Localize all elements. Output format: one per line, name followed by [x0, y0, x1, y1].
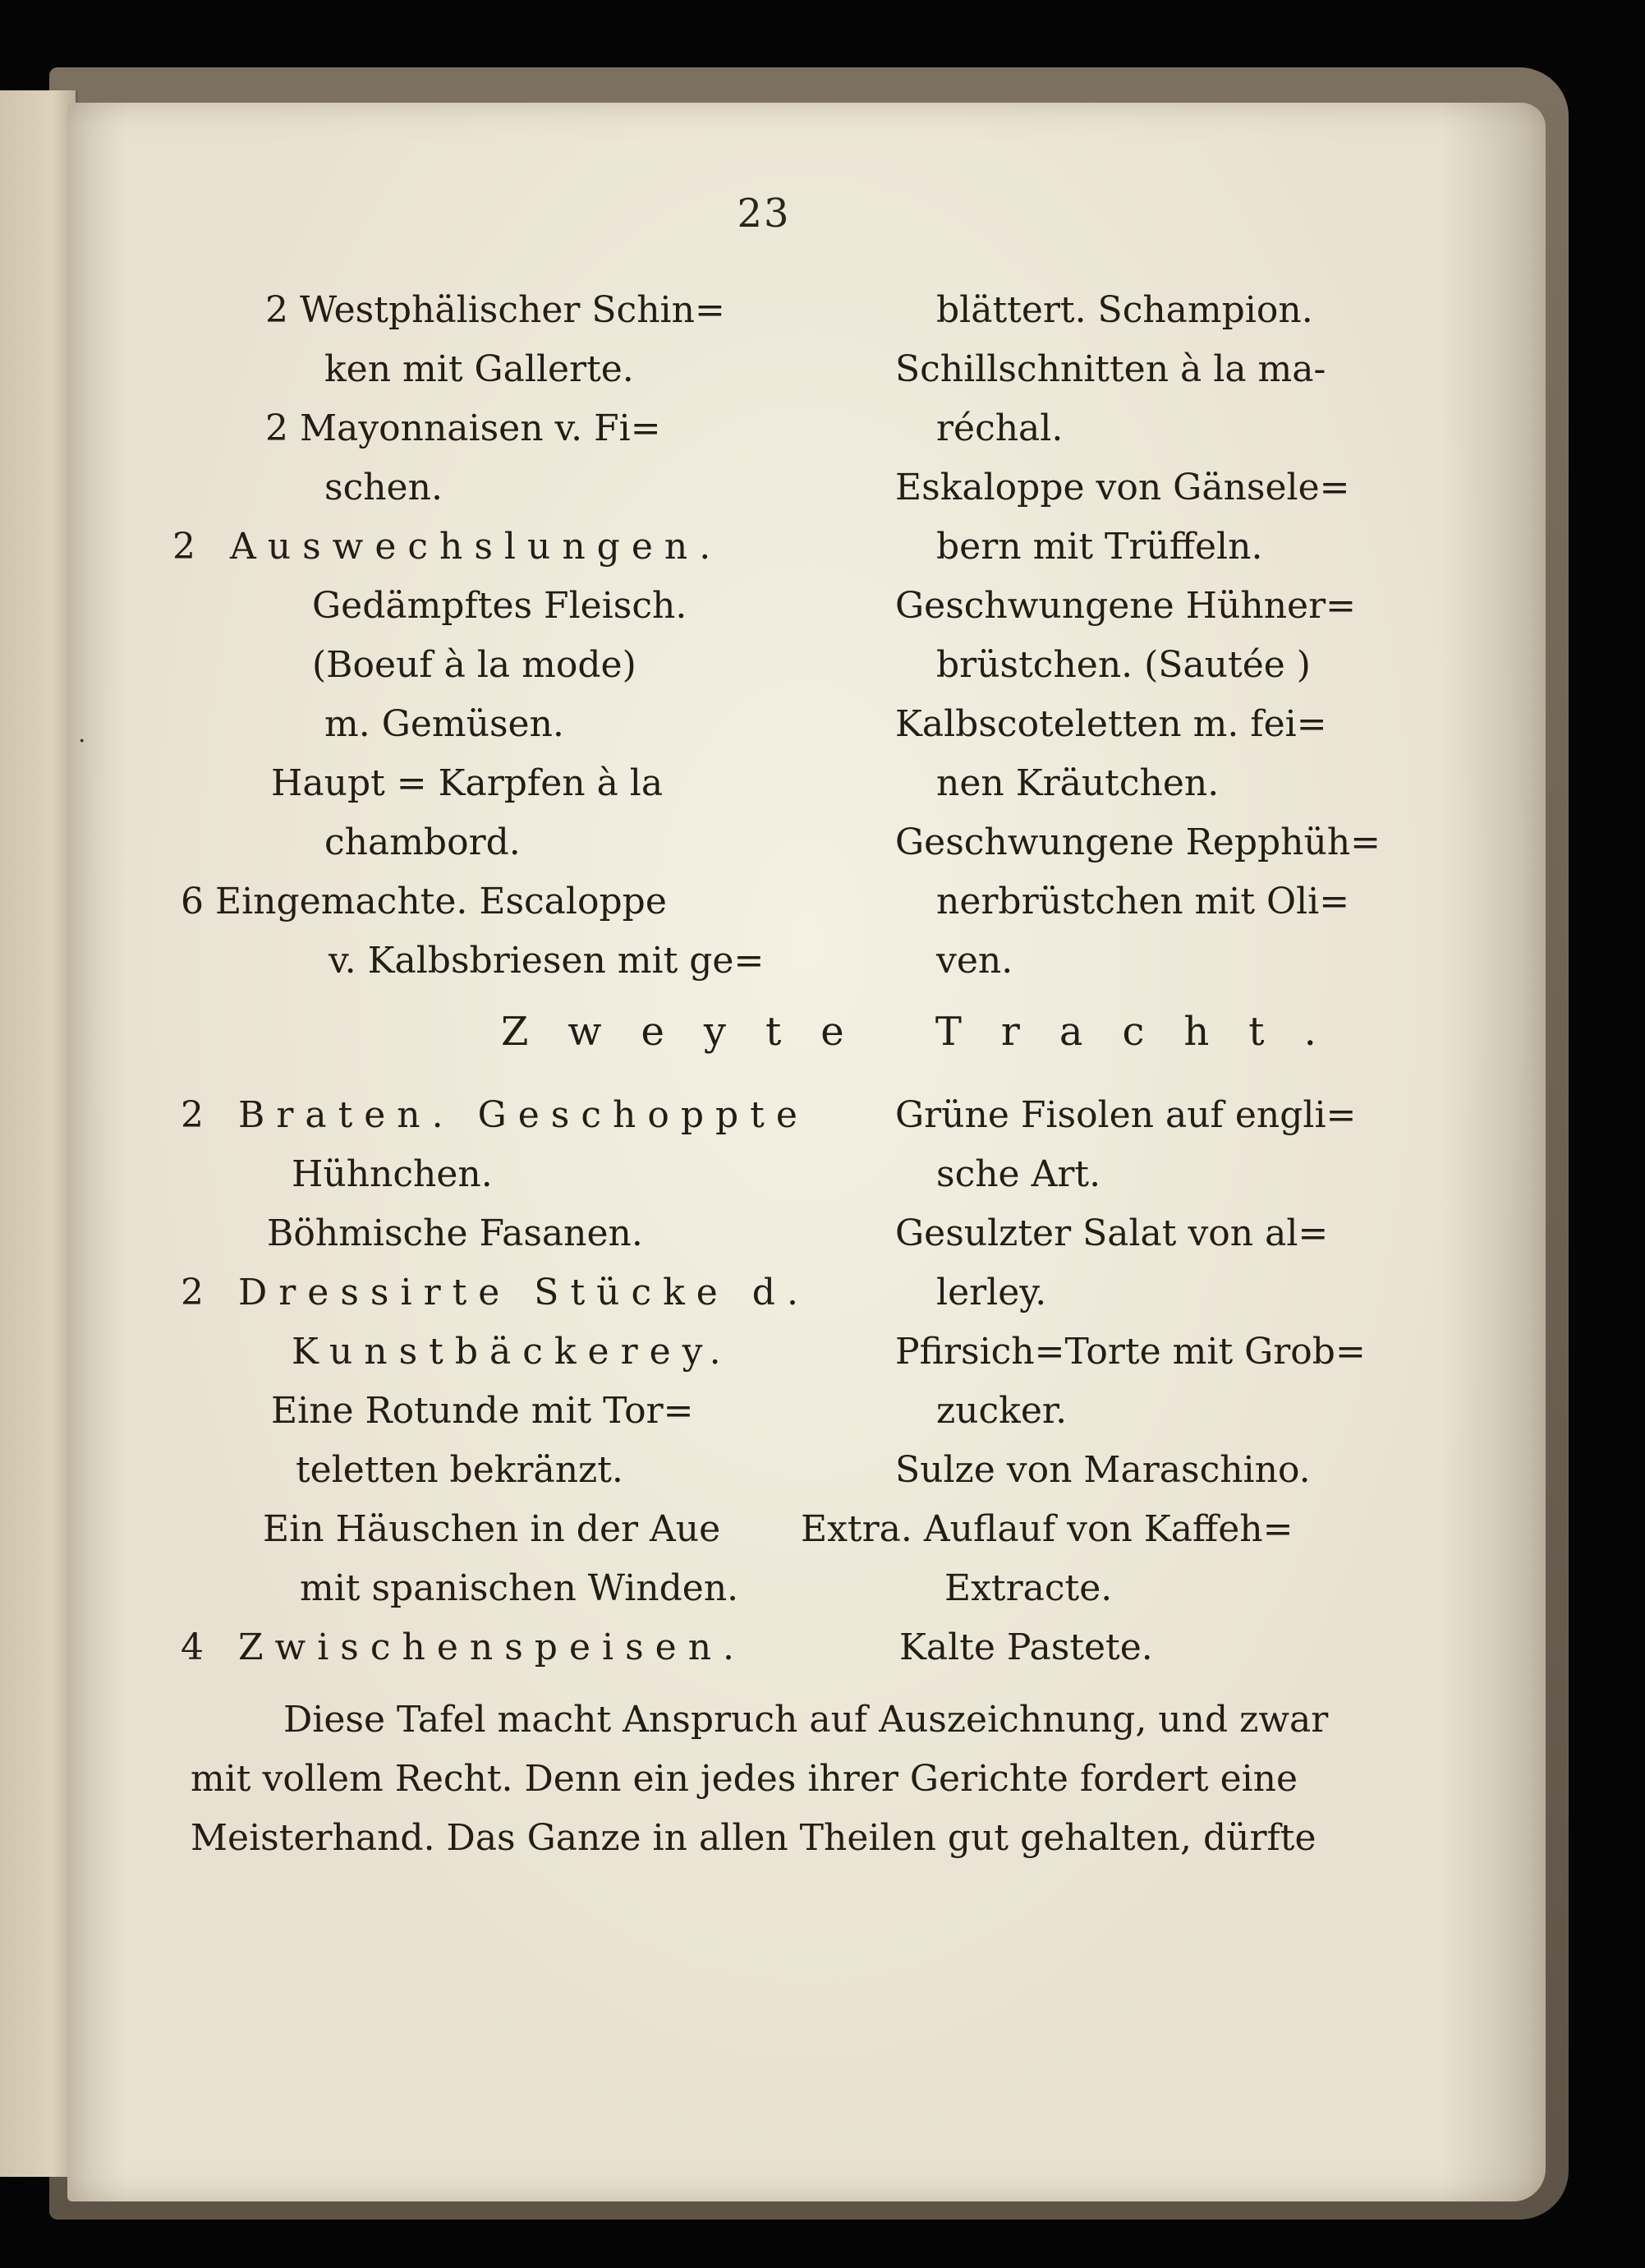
- left2-line-8: Ein Häuschen in der Aue: [263, 1508, 721, 1550]
- right-line-10: Geschwungene Repphüh=: [895, 821, 1381, 863]
- left2-line-9: mit spanischen Winden.: [300, 1567, 739, 1609]
- left2-line-3: Böhmische Fasanen.: [267, 1212, 643, 1254]
- right2-line-6: zucker.: [936, 1390, 1068, 1432]
- left2-line-6: Eine Rotunde mit Tor=: [271, 1390, 694, 1432]
- left2-line-1: 2 Braten. Geschoppte: [181, 1094, 809, 1136]
- right-line-5: bern mit Trüffeln.: [936, 526, 1263, 568]
- right-line-6: Geschwungene Hühner=: [895, 585, 1356, 627]
- right-line-3: réchal.: [936, 407, 1064, 449]
- right2-line-3: Gesulzter Salat von al=: [895, 1212, 1329, 1254]
- left-line-7: (Boeuf à la mode): [312, 644, 636, 686]
- margin-dot: ·: [78, 727, 86, 756]
- paragraph-line-1: Diese Tafel macht Anspruch auf Auszeichnung, und zwar: [283, 1699, 1329, 1741]
- left2-line-7: teletten bekränzt.: [296, 1449, 623, 1491]
- page-number: 23: [737, 191, 791, 237]
- right2-line-8: Extra. Auflauf von Kaffeh=: [801, 1508, 1293, 1550]
- right2-line-2: sche Art.: [936, 1153, 1101, 1195]
- right2-line-5: Pfirsich=Torte mit Grob=: [895, 1331, 1366, 1373]
- paragraph-line-2: mit vollem Recht. Denn ein jedes ihrer Gerichte fordert eine: [191, 1758, 1298, 1800]
- right2-line-9: Extracte.: [944, 1567, 1113, 1609]
- left-line-11: 6 Eingemachte. Escaloppe: [181, 881, 667, 922]
- left-line-4: schen.: [324, 467, 443, 508]
- right2-line-7: Sulze von Maraschino.: [895, 1449, 1311, 1491]
- left-line-5: 2 Auswechslungen.: [172, 526, 723, 568]
- left2-line-4: 2 Dressirte Stücke d.: [181, 1272, 810, 1313]
- left-line-9: Haupt = Karpfen à la: [271, 762, 664, 804]
- right-line-2: Schillschnitten à la ma-: [895, 348, 1326, 390]
- paragraph-line-3: Meisterhand. Das Ganze in allen Theilen gut gehalten, dürfte: [191, 1817, 1316, 1859]
- right-line-7: brüstchen. (Sautée ): [936, 644, 1311, 686]
- left-line-2: ken mit Gallerte.: [324, 348, 634, 390]
- right-line-9: nen Kräutchen.: [936, 762, 1220, 804]
- right-line-1: blättert. Schampion.: [936, 289, 1313, 331]
- right2-line-4: lerley.: [936, 1272, 1047, 1313]
- previous-page-edge: [0, 90, 78, 2177]
- right-line-4: Eskaloppe von Gänsele=: [895, 467, 1350, 508]
- left-line-3: 2 Mayonnaisen v. Fi=: [265, 407, 661, 449]
- left2-line-5: Kunstbäckerey.: [292, 1331, 733, 1373]
- right2-line-10: Kalte Pastete.: [899, 1626, 1153, 1668]
- left-line-1: 2 Westphälischer Schin=: [265, 289, 725, 331]
- left2-line-10: 4 Zwischenspeisen.: [181, 1626, 747, 1668]
- left-line-12: v. Kalbsbriesen mit ge=: [329, 940, 765, 982]
- left-line-6: Gedämpftes Fleisch.: [312, 585, 687, 627]
- right-line-12: ven.: [936, 940, 1013, 982]
- left-line-8: m. Gemüsen.: [324, 703, 564, 745]
- section-heading: Zweyte Tracht.: [501, 1009, 1356, 1055]
- right-line-11: nerbrüstchen mit Oli=: [936, 881, 1350, 922]
- left-line-10: chambord.: [324, 821, 521, 863]
- right2-line-1: Grüne Fisolen auf engli=: [895, 1094, 1357, 1136]
- left2-line-2: Hühnchen.: [292, 1153, 493, 1195]
- right-line-8: Kalbscoteletten m. fei=: [895, 703, 1327, 745]
